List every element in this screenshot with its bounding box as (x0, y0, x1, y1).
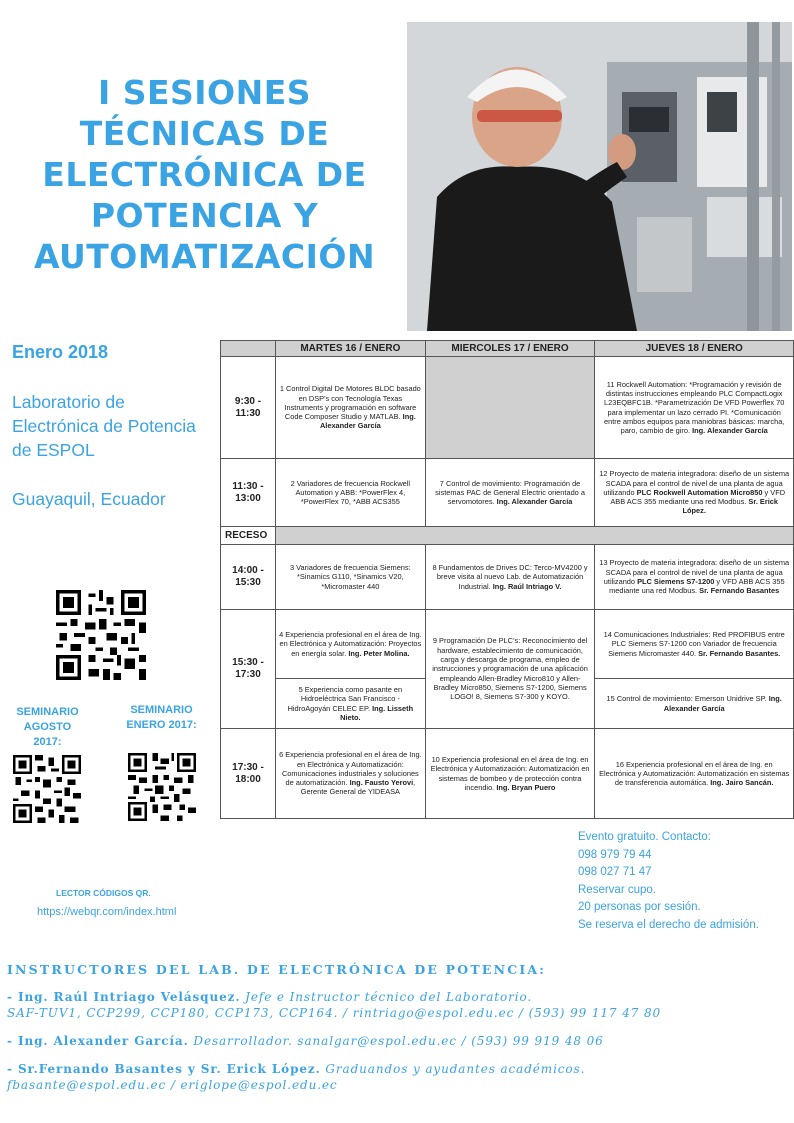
title-line: ELECTRÓNICA DE (42, 155, 367, 194)
instructor-item (7, 989, 789, 1021)
table-row (221, 545, 794, 610)
session-text: 10 Experiencia profesional en el área de Ing. en Electrónica y Automatización: Automatización en sistemas de bombeo y de protección contra incendio. (430, 754, 590, 792)
instructors-section (7, 962, 789, 1105)
session-instructor: Ing. Alexander García (692, 426, 768, 436)
session-instructor: Ing. Fausto Yerovi (349, 778, 414, 788)
session-cell (425, 459, 595, 527)
title-line: I SESIONES (97, 73, 312, 112)
session-cell: 9 Programación De PLC’s: Reconocimiento del hardware, establecimiento de comunicación, carga y descarga de programa, empleo de instrucciones y programación de una aplicación empleando Allen-Bradley Micro810 y Allen-Bradley Micro850, Siemens S7-1200, Siemens LOGO! 8, Siemens S7-300 y KOYO. (425, 610, 595, 729)
session-text: 5 Experiencia como pasante en Hidroeléctrica San Francisco - HidroAgoyán CELEC EP. (287, 684, 403, 713)
session-cell (275, 610, 425, 679)
contact-line: Evento gratuito. Contacto: (578, 831, 711, 843)
day-header: MIERCOLES 17 / ENERO (425, 341, 595, 357)
session-text: y VFD ABB ACS 355 mediante una red Modbus. (609, 577, 785, 596)
time-slot: 11:30 - 13:00 (221, 459, 276, 527)
seminar-january-label: SEMINARIO ENERO 2017: (126, 704, 197, 731)
time-slot: 15:30 - 17:30 (221, 610, 276, 729)
event-title (12, 72, 397, 277)
table-row (221, 459, 794, 527)
session-instructor: Ing. Alexander García (319, 412, 416, 431)
session-instructor: Ing. Alexander García (663, 694, 782, 713)
qr-reader-label: LECTOR CÓDIGOS QR. (56, 888, 151, 898)
session-cell (275, 729, 425, 819)
day-header: MARTES 16 / ENERO (275, 341, 425, 357)
time-slot: 14:00 - 15:30 (221, 545, 276, 610)
qr-code-august-icon (13, 755, 81, 823)
table-row (221, 357, 794, 459)
contact-line: Se reserva el derecho de admisión. (578, 918, 759, 931)
empty-cell (425, 357, 595, 459)
session-instructor: Ing. Bryan Puero (496, 782, 556, 792)
session-text: 1 Control Digital De Motores BLDC basado en DSP’s con Tecnología Texas Instruments y programación en software Code Composer Studio y MATLAB. (279, 384, 421, 422)
time-slot: 9:30 - 11:30 (221, 357, 276, 459)
session-instructor: Ing. Lisseth Nieto. (340, 703, 414, 722)
contact-info (578, 829, 759, 934)
recess-row (221, 527, 794, 545)
instructor-role: Desarrollador. sanalgar@espol.edu.ec / (593) 99 919 48 06 (188, 1034, 604, 1048)
instructor-name: - Sr.Fernando Basantes y Sr. Erick López. (7, 1062, 321, 1076)
qr-reader-link[interactable]: https://webqr.com/index.html (37, 906, 177, 918)
session-cell (595, 610, 794, 679)
title-line: AUTOMATIZACIÓN (33, 237, 376, 276)
session-equipment: PLC Rockwell Automation Micro850 (636, 487, 763, 497)
qr-code-january-icon (128, 753, 196, 821)
event-city: Guayaquil, Ecuador (12, 489, 166, 509)
corner-cell (221, 341, 276, 357)
recess-bar (275, 527, 793, 545)
contact-line: 20 personas por sesión. (578, 901, 701, 913)
contact-phone[interactable]: 098 027 71 47 (578, 866, 652, 878)
session-cell (595, 545, 794, 610)
day-header: JUEVES 18 / ENERO (595, 341, 794, 357)
session-instructor: Ing. Raúl Intriago V. (492, 581, 562, 591)
session-cell (595, 459, 794, 527)
event-date: Enero 2018 (12, 342, 109, 362)
session-cell (595, 729, 794, 819)
session-cell (595, 679, 794, 729)
instructors-title: INSTRUCTORES DEL LAB. DE ELECTRÓNICA DE POTENCIA: (7, 962, 547, 977)
contact-line: Reservar cupo. (578, 883, 656, 896)
session-instructor: Sr. Erick López. (682, 497, 779, 516)
session-instructor: Sr. Fernando Basantes. (698, 648, 781, 658)
title-line: POTENCIA Y (90, 196, 319, 235)
table-row (221, 729, 794, 819)
session-text: 15 Control de movimiento: Emerson Unidrive SP. (606, 694, 767, 704)
session-text: 7 Control de movimiento: Programación de sistemas PAC de General Electric orientado a servomotores. (435, 478, 585, 507)
instructor-role: Graduandos y ayudantes académicos. (320, 1062, 586, 1076)
session-equipment: PLC Siemens S7-1200 (637, 577, 715, 586)
session-text: , Gerente General de YIDEASA (300, 778, 416, 797)
instructor-contact: SAF-TUV1, CCP299, CCP180, CCP173, CCP164. / rintriago@espol.edu.ec / (593) 99 117 47 80 (7, 1006, 662, 1020)
session-cell (275, 357, 425, 459)
session-text: 13 Proyecto de materia integradora: diseño de un sistema SCADA para el control de nivel de una planta de agua utilizando (599, 558, 790, 586)
table-row (221, 610, 794, 679)
time-slot: 17:30 - 18:00 (221, 729, 276, 819)
session-instructor: Ing. Jairo Sancán. (710, 778, 774, 788)
schedule-table (220, 340, 794, 819)
recess-label: RECESO (221, 527, 276, 545)
technician-photo (407, 22, 792, 331)
session-cell (595, 357, 794, 459)
session-text: 11 Rockwell Automation: *Programación y revisión de distintas instrucciones empleando PLC CompactLogix L23EQBFC1B. *Parametrización De VFD Powerflex 70 para implementar un lazo cerrado PI. *Comunicación entre ambos equipos para maniobras básicas: marcha, paro, cambio de giro. (604, 379, 785, 436)
contact-phone[interactable]: 098 979 79 44 (578, 848, 652, 861)
session-text: 14 Comunicaciones Industriales: Red PROFIBUS entre PLC Siemens S7-1200 con Variador de frecuencia Siemens Micromaster 440. (603, 630, 785, 658)
session-text: 6 Experiencia profesional en el área de Ing. en Electrónica y Automatización: Comunicaciones industriales y soluciones de automatización. (279, 750, 422, 788)
session-cell (425, 545, 595, 610)
session-cell (425, 729, 595, 819)
session-cell: 2 Variadores de frecuencia Rockwell Automation y ABB: *PowerFlex 4, *PowerFlex 70, *ABB ACS355 (275, 459, 425, 527)
session-instructor: Ing. Peter Molina. (348, 648, 410, 658)
session-text: y VFD ABB ACS 355 mediante una red Modbus. (610, 487, 786, 507)
session-instructor: Sr. Fernando Basantes (699, 586, 780, 596)
lab-name: Laboratorio de Electrónica de Potencia de ESPOL (12, 392, 196, 460)
session-text: 4 Experiencia profesional en el área de Ing. en Electrónica y Automatización: Proyectos en energía solar. (279, 630, 422, 658)
instructor-name: - Ing. Raúl Intriago Velásquez. (7, 990, 241, 1004)
session-instructor: Ing. Alexander García (496, 497, 573, 507)
session-text: 16 Experiencia profesional en el área de Ing. en Electrónica y Automatización: Automatización en sistemas de transferencia automática. (599, 759, 790, 788)
qr-code-main-icon (55, 590, 147, 680)
session-text: 12 Proyecto de materia integradora: diseño de un sistema SCADA para el control de nivel de una planta de agua utilizando (599, 469, 790, 497)
title-line: TÉCNICAS DE (79, 114, 330, 153)
session-cell: 3 Variadores de frecuencia Siemens: *Sinamics G110, *Sinamics V20, *Micromaster 440 (275, 545, 425, 610)
seminar-august-label: SEMINARIO AGOSTO 2017: (16, 706, 79, 748)
instructor-item (7, 1033, 789, 1049)
session-text: 8 Fundamentos de Drives DC: Terco-MV4200 y breve visita al nuevo Lab. de Automatización Industrial. (432, 563, 588, 591)
instructor-contact: fbasante@espol.edu.ec / eriglope@espol.edu.ec (7, 1078, 338, 1092)
session-cell (275, 679, 425, 729)
instructor-item (7, 1061, 789, 1093)
instructor-name: - Ing. Alexander García. (7, 1034, 189, 1048)
instructor-role: Jefe e Instructor técnico del Laboratorio. (240, 990, 533, 1004)
